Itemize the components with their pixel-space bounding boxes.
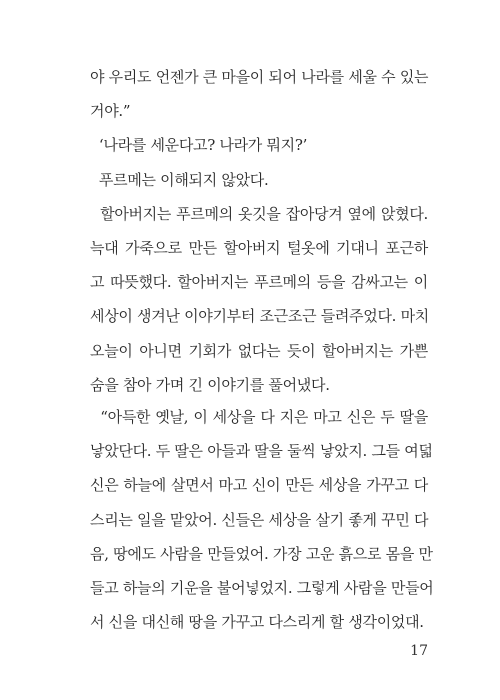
text-line: “아득한 옛날, 이 세상을 다 지은 마고 신은 두 딸을 [90,408,428,426]
page-number: 17 [410,643,428,659]
text-line: 스리는 일을 맡았어. 신들은 세상을 살기 좋게 꾸민 다 [90,510,429,529]
text-line: 낳았단다. 두 딸은 아들과 딸을 둘씩 낳았지. 그들 여덟 [90,442,433,461]
text-line: ‘나라를 세운다고? 나라가 뭐지?’ [90,136,308,155]
text-line: 들고 하늘의 기운을 불어넣었지. 그렇게 사람을 만들어 [90,578,434,597]
paragraph-block-1 [90,60,428,402]
text-line: 야 우리도 언젠가 큰 마을이 되어 나라를 세울 수 있는 [90,68,429,86]
paragraph-block-2 [90,400,434,639]
text-line: 늑대 가죽으로 만든 할아버지 털옷에 기대니 포근하 [90,238,428,257]
text-line: 할아버지는 푸르메의 옷깃을 잡아당겨 옆에 앉혔다. [90,204,428,223]
text-line: 거야.” [90,102,131,121]
text-line: 음, 땅에도 사람을 만들었어. 가장 고운 흙으로 몸을 만 [90,544,433,563]
text-line: 신은 하늘에 살면서 마고 신이 만든 세상을 가꾸고 다 [90,476,428,495]
text-line: 오늘이 아니면 기회가 없다는 듯이 할아버지는 가쁜 [90,341,428,360]
text-line: 숨을 참아 가며 긴 이야기를 풀어냈다. [90,375,330,394]
text-line: 푸르메는 이해되지 않았다. [90,170,269,189]
text-line: 세상이 생겨난 이야기부터 조근조근 들려주었다. 마치 [90,307,429,326]
text-line: 서 신을 대신해 땅을 가꾸고 다스리게 할 생각이었대. [90,613,424,632]
text-line: 고 따뜻했다. 할아버지는 푸르메의 등을 감싸고는 이 [90,273,428,292]
